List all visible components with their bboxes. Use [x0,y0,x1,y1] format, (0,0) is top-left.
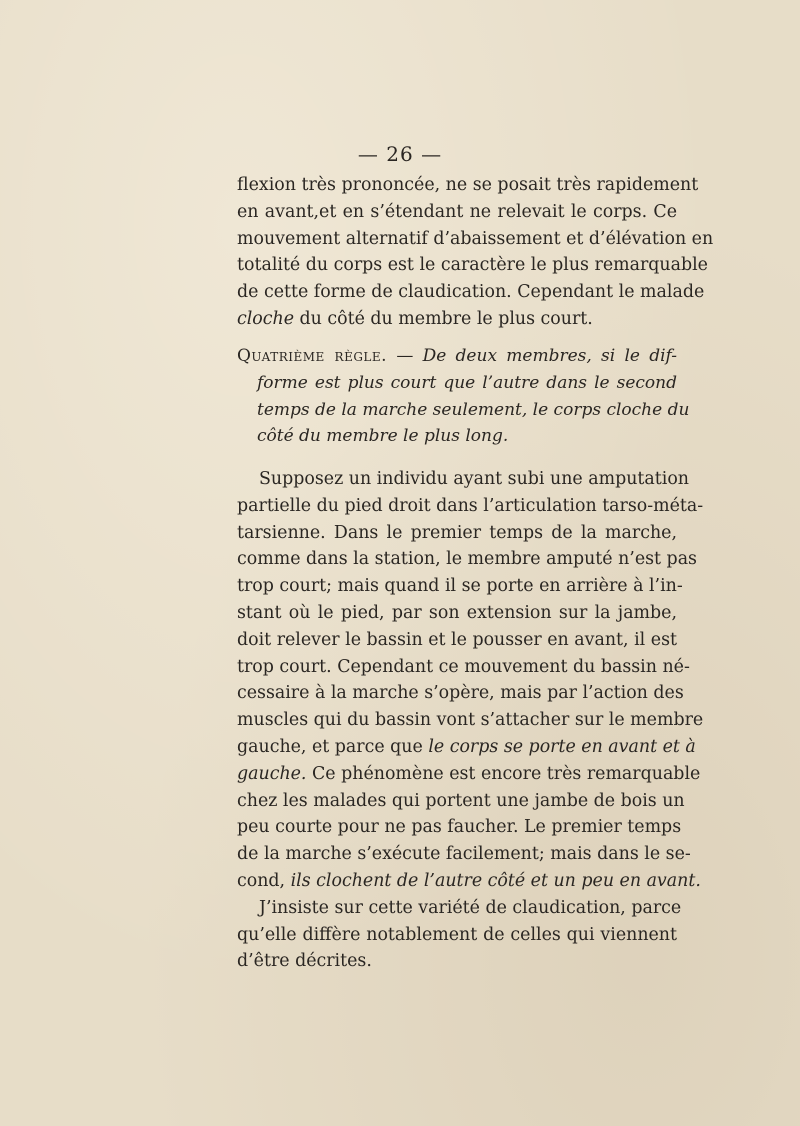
text-line: tarsienne. Dans le premier temps de la marche, [237,522,677,543]
paragraph-body [237,466,704,975]
text-line [237,734,696,761]
text-line [237,343,677,370]
italic-phrase: ils clochent de l’autre côté et un peu en avant. [290,870,701,891]
text-line: trop court; mais quand il se porte en arrière à l’in- [237,576,683,597]
text-span: cond, [237,870,291,891]
rule-dash: — [387,346,423,366]
rule-statement [237,343,690,450]
rule-text: côté du membre le plus long. [257,426,509,447]
rule-label: Quatrième règle. [237,346,388,366]
text-line: chez les malades qui portent une jambe de bois un [237,790,685,811]
text-line: trop court. Cependant ce mouvement du bassin né- [237,656,690,677]
rule-text: forme est plus court que l’autre dans le second [257,372,677,393]
text-line: Supposez un individu ayant subi une amputation [259,469,690,489]
page-number: — 26 — [357,142,443,166]
text-line: d’être décrites. [237,951,372,972]
rule-text: De deux membres, si le dif- [422,346,677,366]
paragraph-continuation [237,172,714,333]
text-line: qu’elle diffère notablement de celles qui viennent [237,924,677,945]
text-line: partielle du pied droit dans l’articulation tarso-méta- [237,495,704,516]
text-line: en avant,et en s’étendant ne relevait le corps. Ce [237,201,677,222]
italic-term: cloche [237,308,295,329]
text-line: stant où le pied, par son extension sur la jambe, [237,602,677,623]
text-line [237,306,677,333]
text-span: Ce phénomène est encore très remarquable [306,763,701,784]
text-span: du côté du membre le plus court. [294,308,593,329]
text-line: J’insiste sur cette variété de claudication, parce [259,897,682,918]
italic-phrase: le corps se porte en avant et à [428,736,696,757]
text-line [237,868,701,895]
text-line: muscles qui du bassin vont s’attacher sur le membre [237,710,704,731]
text-line: de cette forme de claudication. Cependant le malade [237,282,705,303]
text-line: peu courte pour ne pas faucher. Le premier temps [237,817,682,838]
text-line: totalité du corps est le caractère le plus remarquable [237,255,708,276]
text-line [237,761,701,788]
text-line: comme dans la station, le membre amputé n’est pas [237,549,697,570]
text-line: flexion très prononcée, ne se posait très rapidement [237,175,699,195]
rule-text: temps de la marche seulement, le corps cloche du [257,399,690,420]
text-span: gauche, et parce que [237,736,429,757]
text-line: de la marche s’exécute facilement; mais dans le se- [237,844,691,865]
text-line: doit relever le bassin et le pousser en avant, il est [237,629,677,650]
text-line: mouvement alternatif d’abaissement et d’élévation en [237,228,714,249]
text-line: cessaire à la marche s’opère, mais par l’action des [237,683,684,704]
italic-phrase: gauche. [237,763,307,784]
